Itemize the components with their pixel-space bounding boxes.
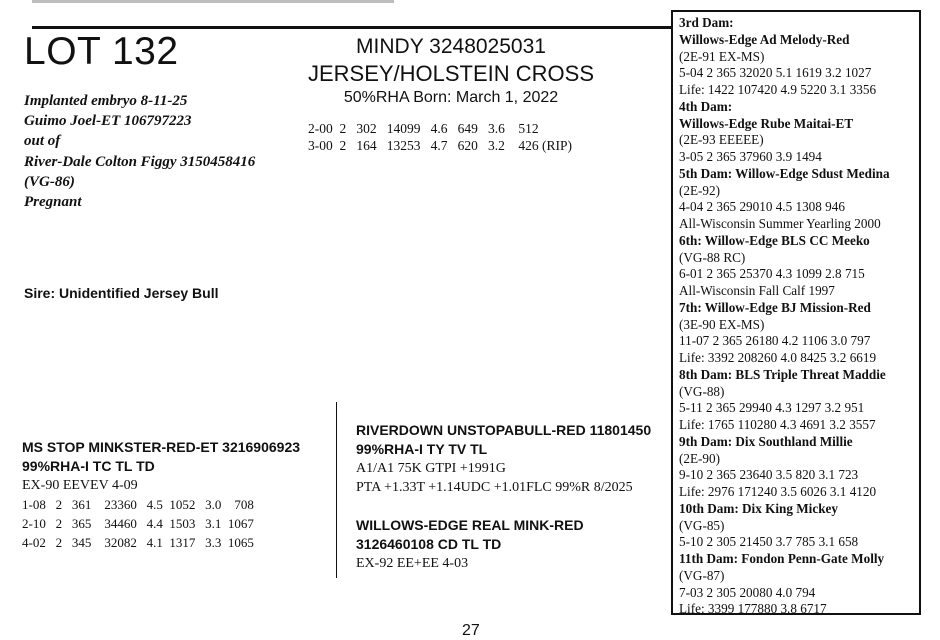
dam-detail: Life: 3399 177880 3.8 6717 xyxy=(679,601,827,617)
animal-header xyxy=(296,34,606,108)
animal-records xyxy=(308,120,572,154)
maternal-granddam-block xyxy=(356,516,584,573)
grand-sire-record: 1-08 2 361 23360 4.5 1052 3.0 708 xyxy=(22,497,254,512)
sire-line: Sire: Unidentified Jersey Bull xyxy=(24,285,219,301)
dam-detail: 5-04 2 365 32020 5.1 1619 3.2 1027 xyxy=(679,65,872,81)
dam-detail: (VG-88 RC) xyxy=(679,249,746,265)
column-divider xyxy=(336,402,337,578)
dam-detail: Life: 2976 171240 3.5 6026 3.1 4120 xyxy=(679,484,877,499)
dam-heading: 10th Dam: Dix King Mickey xyxy=(679,500,838,516)
dam-heading: Willows-Edge Rube Maitai-ET xyxy=(679,115,854,131)
dam-detail: All-Wisconsin Fall Calf 1997 xyxy=(679,283,835,298)
record-row: 3-00 2 164 13253 4.7 620 3.2 426 (RIP) xyxy=(308,138,572,153)
granddam-name: WILLOWS-EDGE REAL MINK-RED xyxy=(356,517,584,533)
embryo-line: Implanted embryo 8-11-25 xyxy=(24,93,188,109)
dam-detail: 9-10 2 365 23640 3.5 820 3.1 723 xyxy=(679,467,859,483)
animal-details: 50%RHA Born: March 1, 2022 xyxy=(343,89,559,106)
dam-detail: 7-03 2 305 20080 4.0 794 xyxy=(679,584,816,600)
animal-breed: JERSEY/HOLSTEIN CROSS xyxy=(307,61,595,86)
dam-sire-block xyxy=(356,421,651,497)
record-row: 2-00 2 302 14099 4.6 649 3.6 512 xyxy=(308,121,539,136)
dam-detail: 11-07 2 365 26180 4.2 1106 3.0 797 xyxy=(679,333,871,349)
dam-detail: 5-10 2 305 21450 3.7 785 3.1 658 xyxy=(679,534,859,550)
grand-sire-block xyxy=(22,438,300,552)
embryo-line: Guimo Joel-ET 106797223 xyxy=(24,113,192,130)
dam-detail: (VG-87) xyxy=(679,567,725,583)
grand-sire-classification: EX-90 EEVEV 4-09 xyxy=(22,478,138,493)
dam-heading: 4th Dam: xyxy=(679,98,733,114)
grand-sire-record: 2-10 2 365 34460 4.4 1503 3.1 1067 xyxy=(22,516,254,531)
granddam-classification: EX-92 EE+EE 4-03 xyxy=(356,556,469,571)
top-decorative-bar xyxy=(32,0,394,3)
dam-heading: Willows-Edge Ad Melody-Red xyxy=(679,31,850,47)
dam-detail: Life: 1765 110280 4.3 4691 3.2 3557 xyxy=(679,417,876,432)
page-number: 27 xyxy=(462,622,480,639)
embryo-line: (VG-86) xyxy=(24,173,75,190)
embryo-line: out of xyxy=(24,133,61,150)
dam-heading: 8th Dam: BLS Triple Threat Maddie xyxy=(679,366,886,382)
header-rule xyxy=(32,26,672,29)
dam-sire-name: RIVERDOWN UNSTOPABULL-RED 11801450 xyxy=(356,422,652,438)
granddam-registration: 3126460108 CD TL TD xyxy=(356,536,502,552)
dam-heading: 3rd Dam: xyxy=(679,15,734,30)
animal-name: MINDY 3248025031 xyxy=(356,35,546,58)
dam-detail: Life: 1422 107420 4.9 5220 3.1 3356 xyxy=(679,82,877,97)
dam-detail: Life: 3392 208260 4.0 8425 3.2 6619 xyxy=(679,350,877,365)
dam-heading: 9th Dam: Dix Southland Millie xyxy=(679,433,853,449)
dam-detail: (2E-92) xyxy=(679,182,721,198)
grand-sire-record: 4-02 2 345 32082 4.1 1317 3.3 1065 xyxy=(22,535,254,550)
dam-pedigree-box xyxy=(671,10,921,615)
dam-detail: (VG-88) xyxy=(679,383,725,399)
dam-heading: 11th Dam: Fondon Penn-Gate Molly xyxy=(679,551,885,566)
embryo-info xyxy=(24,91,255,212)
grand-sire-name: MS STOP MINKSTER-RED-ET 3216906923 xyxy=(22,439,301,455)
dam-heading: 7th: Willow-Edge BJ Mission-Red xyxy=(679,299,871,315)
dam-sire-codes: 99%RHA-I TY TV TL xyxy=(356,441,488,457)
dam-heading: 6th: Willow-Edge BLS CC Meeko xyxy=(679,232,870,248)
dam-detail: 3-05 2 365 37960 3.9 1494 xyxy=(679,149,822,164)
dam-detail: 4-04 2 365 29010 4.5 1308 946 xyxy=(679,199,845,215)
embryo-line: River-Dale Colton Figgy 3150458416 xyxy=(24,153,256,170)
dam-sire-genomics: A1/A1 75K GTPI +1991G xyxy=(356,461,506,476)
dam-detail: 6-01 2 365 25370 4.3 1099 2.8 715 xyxy=(679,266,865,282)
lot-number: LOT 132 xyxy=(24,30,179,73)
dam-detail: (VG-85) xyxy=(679,517,725,533)
dam-detail: (2E-90) xyxy=(679,450,721,466)
grand-sire-codes: 99%RHA-I TC TL TD xyxy=(22,458,155,474)
dam-heading: 5th Dam: Willow-Edge Sdust Medina xyxy=(679,165,890,181)
dam-detail: (2E-93 EEEEE) xyxy=(679,132,764,148)
dam-detail: (3E-90 EX-MS) xyxy=(679,316,765,332)
dam-sire-pta: PTA +1.33T +1.14UDC +1.01FLC 99%R 8/2025 xyxy=(356,480,633,495)
dam-detail: 5-11 2 365 29940 4.3 1297 3.2 951 xyxy=(679,400,865,416)
dam-detail: (2E-91 EX-MS) xyxy=(679,48,765,64)
embryo-line: Pregnant xyxy=(24,194,82,211)
dam-detail: All-Wisconsin Summer Yearling 2000 xyxy=(679,216,881,231)
